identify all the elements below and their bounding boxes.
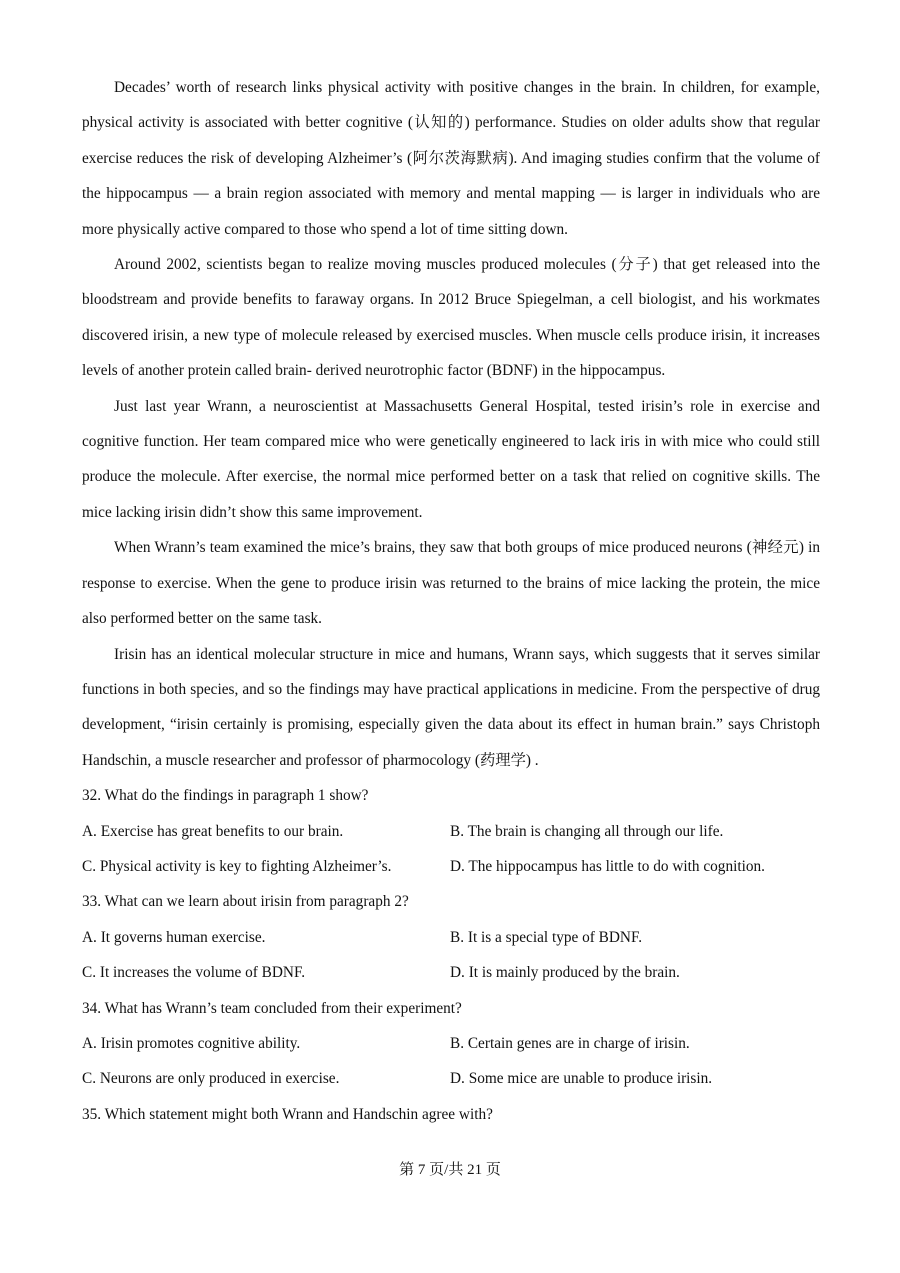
page-number-footer: 第 7 页/共 21 页 — [399, 1162, 501, 1178]
option-b: B. Certain genes are in charge of irisin. — [450, 1034, 690, 1052]
option-b: B. It is a special type of BDNF. — [450, 928, 643, 946]
document-page — [82, 70, 820, 1132]
option-d: D. It is mainly produced by the brain. — [450, 964, 680, 982]
question-stem: 34. What has Wrann’s team concluded from their experiment? — [82, 999, 462, 1017]
question-35 — [82, 1097, 820, 1132]
question-options — [82, 1026, 820, 1097]
passage-paragraph-4: When Wrann’s team examined the mice’s brains, they saw that both groups of mice produced neurons (神经元) in response to exercise. When the gene to produce irisin was returned to the brains of mice lacking the protein, the mice also performed better on the same task. — [82, 539, 820, 628]
option-c: C. It increases the volume of BDNF. — [82, 964, 306, 982]
option-b: B. The brain is changing all through our life. — [450, 822, 724, 840]
option-c: C. Neurons are only produced in exercise. — [82, 1070, 340, 1088]
question-33 — [82, 884, 820, 990]
question-stem: 32. What do the findings in paragraph 1 show? — [82, 787, 369, 805]
option-c: C. Physical activity is key to fighting Alzheimer’s. — [82, 857, 392, 875]
question-options — [82, 920, 820, 991]
question-34 — [82, 991, 820, 1097]
passage-paragraph-3: Just last year Wrann, a neuroscientist at Massachusetts General Hospital, tested irisin’s role in exercise and cognitive function. Her team compared mice who were genetically engineered to lack iris in with mice who could still produce the molecule. After exercise, the normal mice performed better on a task that relied on cognitive skills. The mice lacking irisin didn’t show this same improvement. — [82, 397, 820, 521]
passage-paragraph-5: Irisin has an identical molecular structure in mice and humans, Wrann says, which suggests that it serves similar functions in both species, and so the findings may have practical applications in medicine. From the perspective of drug development, “irisin certainly is promising, especially given the data about its effect in human brain.” says Christoph Handschin, a muscle researcher and professor of pharmocology (药理学) . — [82, 645, 820, 769]
question-stem: 33. What can we learn about irisin from paragraph 2? — [82, 893, 409, 911]
question-stem: 35. Which statement might both Wrann and Handschin agree with? — [82, 1105, 493, 1123]
option-a: A. It governs human exercise. — [82, 928, 266, 946]
question-32 — [82, 778, 820, 884]
passage-paragraph-2: Around 2002, scientists began to realize moving muscles produced molecules (分子) that get released into the bloodstream and provide benefits to faraway organs. In 2012 Bruce Spiegelman, a cell biologist, and his workmates discovered irisin, a new type of molecule released by exercised muscles. When muscle cells produce irisin, it increases levels of another protein called brain- derived neurotrophic factor (BDNF) in the hippocampus. — [82, 256, 820, 380]
passage-paragraph-1: Decades’ worth of research links physical activity with positive changes in the brain. In children, for example, physical activity is associated with better cognitive (认知的) performance. Studies on older adults show that regular exercise reduces the risk of developing Alzheimer’s (阿尔茨海默病). And imaging studies confirm that the volume of the hippocampus — a brain region associated with memory and mental mapping — is larger in individuals who are more physically active compared to those who spend a lot of time sitting down. — [82, 79, 820, 238]
option-a: A. Irisin promotes cognitive ability. — [82, 1034, 301, 1052]
option-a: A. Exercise has great benefits to our brain. — [82, 822, 344, 840]
option-d: D. Some mice are unable to produce irisin. — [450, 1070, 713, 1088]
question-options — [82, 814, 820, 885]
option-d: D. The hippocampus has little to do with cognition. — [450, 857, 765, 875]
